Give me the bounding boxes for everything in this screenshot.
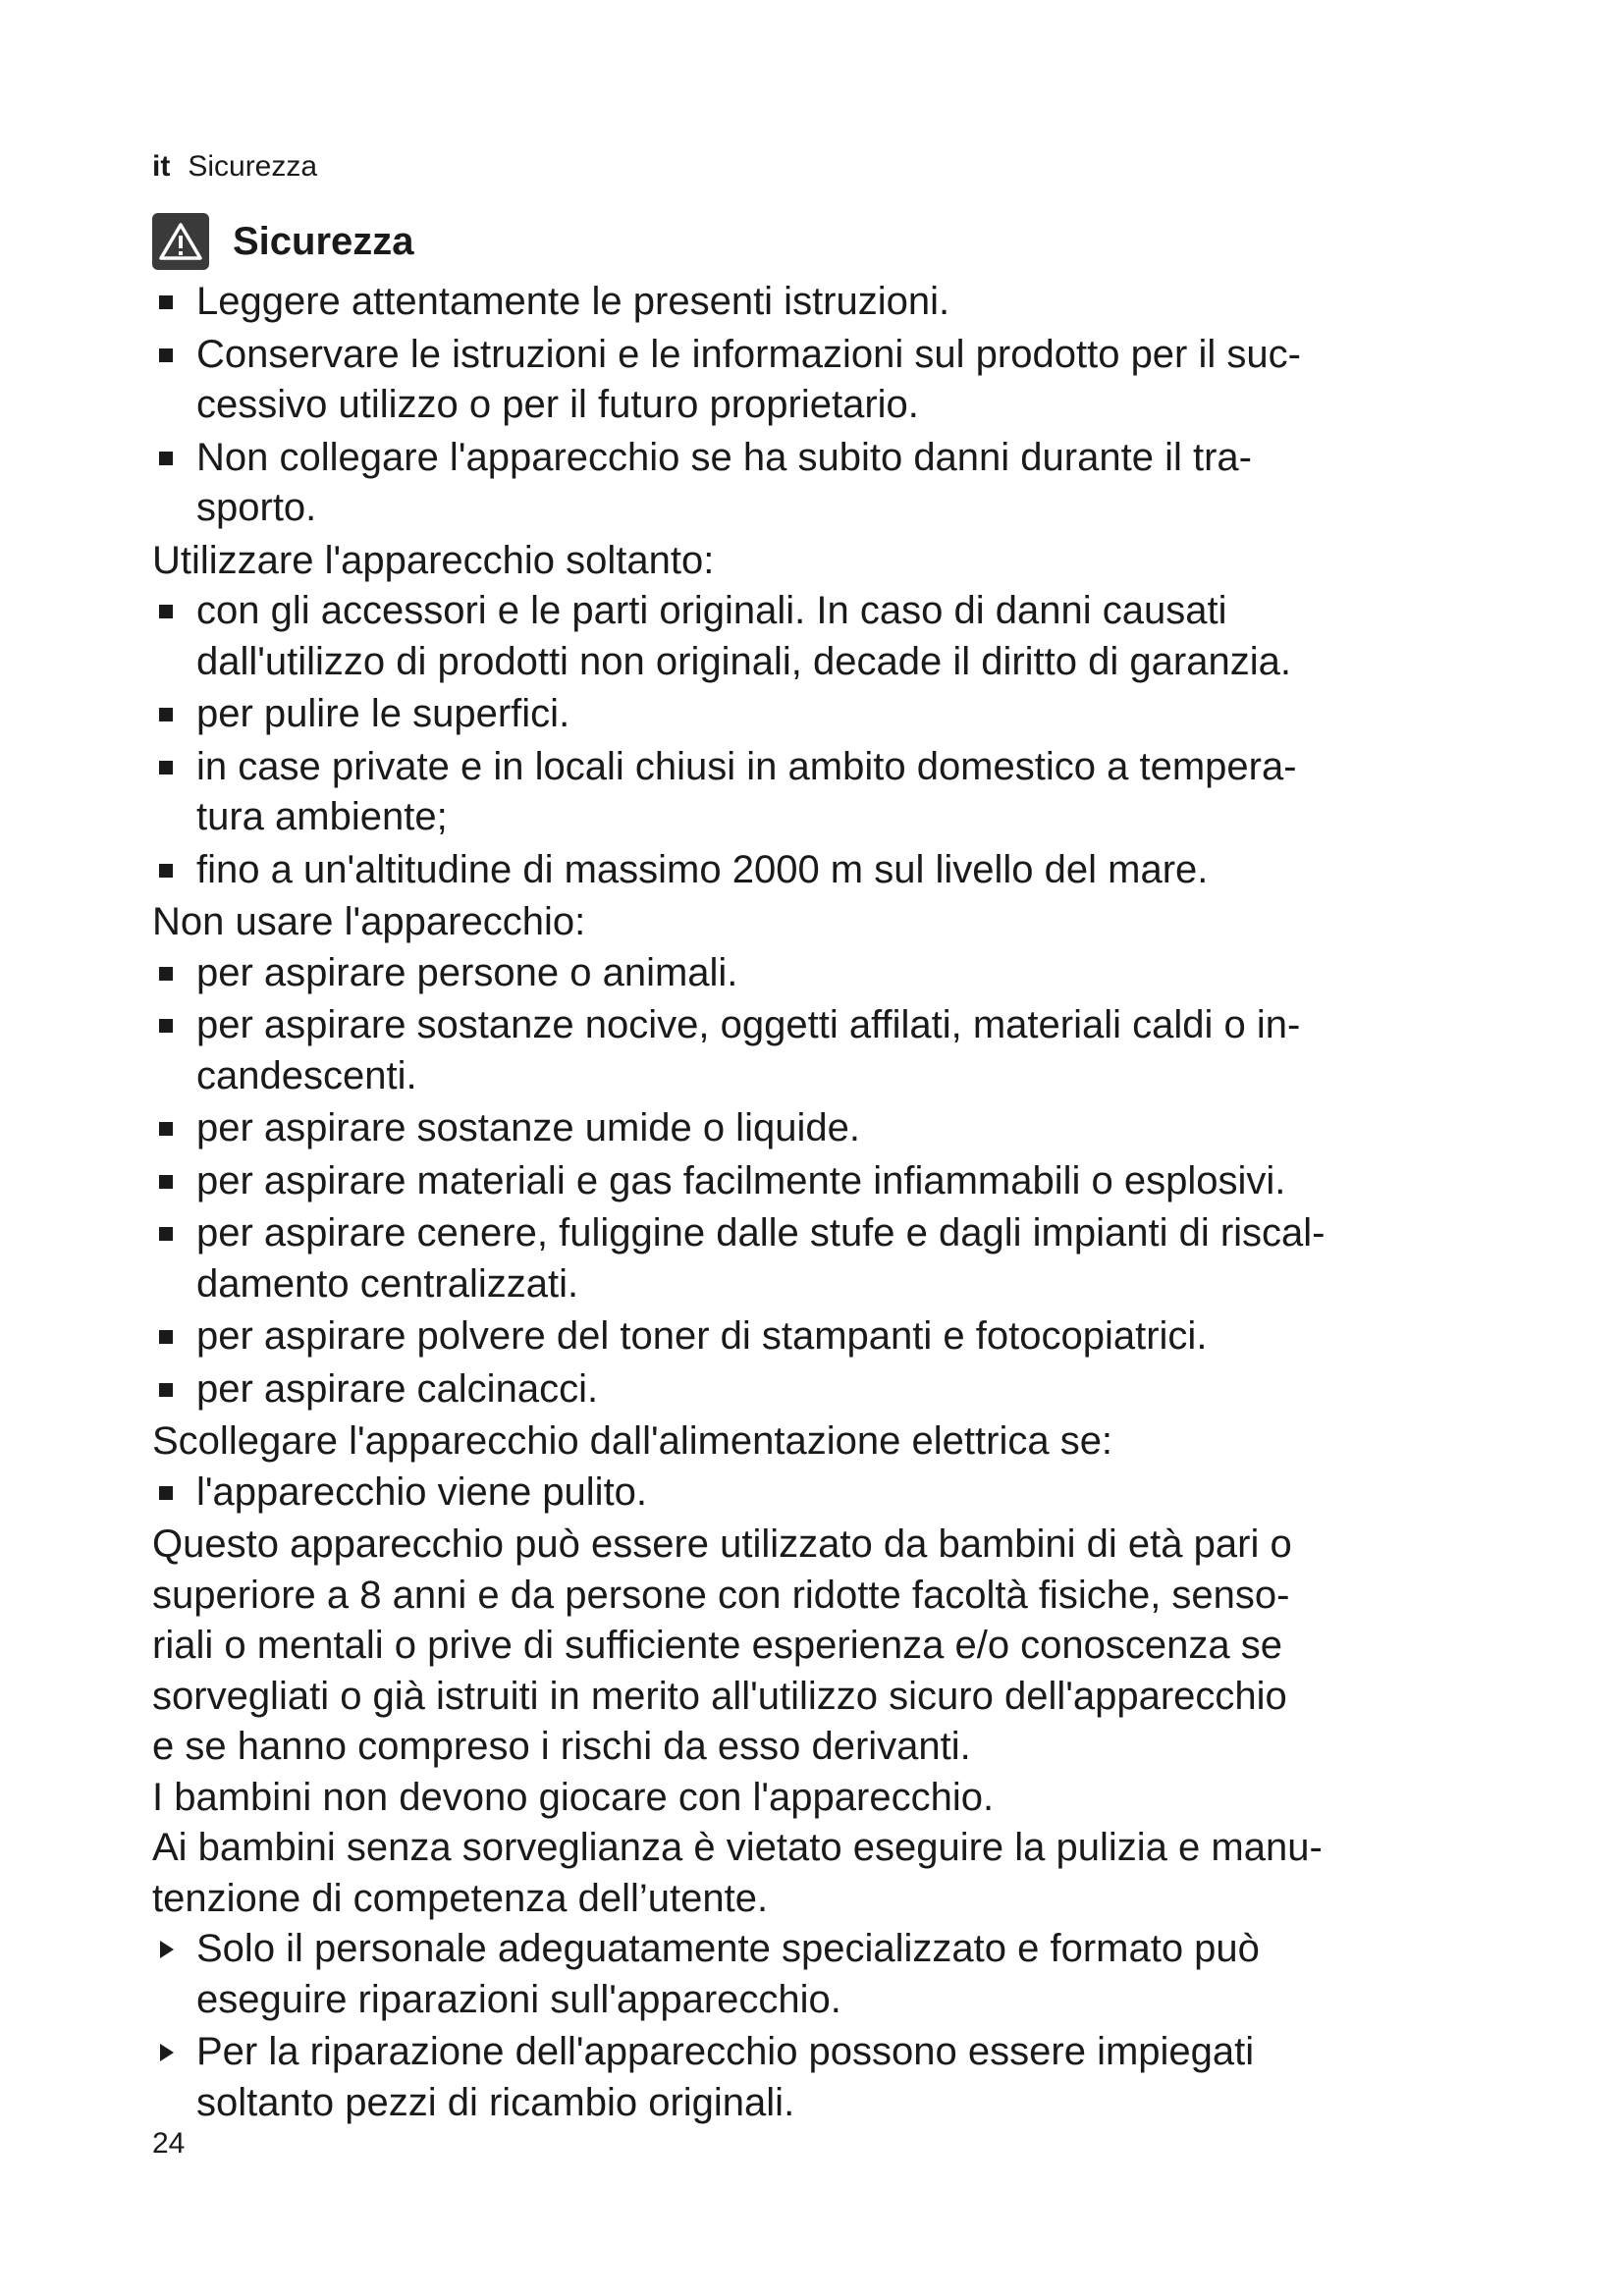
instruction-item (152, 2027, 1527, 2128)
list-item (152, 277, 1527, 328)
paragraph-children-cleaning: Ai bambini senza sorveglianza è vietato eseguire la pulizia e manu- tenzione di competenza dell’utente. (152, 1826, 1323, 1920)
list-item (152, 845, 1527, 896)
list-item-text: in case private e in locali chiusi in ambito domestico a tempera- tura ambiente; (196, 744, 1297, 838)
instruction-text: Per la riparazione dell'apparecchio possono essere impiegati soltanto pezzi di ricambio originali. (196, 2030, 1255, 2124)
list-item-text: per aspirare calcinacci. (196, 1366, 599, 1411)
list-item-text: con gli accessori e le parti originali. In caso di danni causati dall'utilizzo di prodotti non originali, decade il diritto di garanzia. (196, 589, 1291, 683)
list-item (152, 1103, 1527, 1154)
paragraph-do-not-use-intro: Non usare l'apparecchio: (152, 900, 586, 943)
square-bullet-icon (159, 761, 173, 774)
paragraph-children-play: I bambini non devono giocare con l'apparecchio. (152, 1775, 995, 1819)
list-item-text: per aspirare sostanze nocive, oggetti affilati, materiali caldi o in- candescenti. (196, 1003, 1301, 1097)
paragraph-unplug-intro: Scollegare l'apparecchio dall'alimentazione elettrica se: (152, 1419, 1113, 1463)
list-item (152, 1468, 1527, 1519)
square-bullet-icon (159, 295, 173, 309)
list-item (152, 1000, 1527, 1101)
warning-icon (152, 213, 209, 270)
instruction-item (152, 1924, 1527, 2025)
paragraph-children-usage: Questo apparecchio può essere utilizzato da bambini di età pari o superiore a 8 anni e da persone con ridotte facoltà fisiche, senso- riali o mentali o prive di sufficiente esperienza e/o conoscenza se sorvegliati o già istruiti in merito all'utilizzo sicuro dell'apparecchio e se hanno compreso i rischi da esso derivanti. (152, 1522, 1292, 1768)
instruction-text: Solo il personale adeguatamente specializzato e formato può eseguire riparazioni sull'apparecchio. (196, 1927, 1260, 2021)
square-bullet-icon (159, 1330, 173, 1344)
square-bullet-icon (159, 1122, 173, 1136)
section-heading (152, 211, 414, 272)
list-item (152, 948, 1527, 999)
list-item-text: Leggere attentamente le presenti istruzioni. (196, 280, 950, 323)
list-item-text: Non collegare l'apparecchio se ha subito danni durante il tra- sporto. (196, 435, 1252, 529)
square-bullet-icon (159, 708, 173, 721)
list-item-text: per aspirare persone o animali. (196, 950, 738, 994)
square-bullet-icon (159, 605, 173, 618)
list-item (152, 433, 1527, 534)
section-title: Sicurezza (233, 220, 414, 263)
square-bullet-icon (159, 1175, 173, 1189)
list-item (152, 1156, 1527, 1207)
list-item-text: per pulire le superfici. (196, 692, 570, 735)
page-number: 24 (152, 2127, 186, 2160)
list-item (152, 1311, 1527, 1362)
list-item-text: l'apparecchio viene pulito. (196, 1469, 648, 1514)
paragraph-usage-intro: Utilizzare l'apparecchio soltanto: (152, 538, 715, 582)
square-bullet-icon (159, 1019, 173, 1033)
triangle-bullet-icon (160, 2044, 174, 2061)
list-item (152, 330, 1527, 431)
list-item-text: per aspirare polvere del toner di stampanti e fotocopiatrici. (196, 1314, 1208, 1358)
list-item-text: fino a un'altitudine di massimo 2000 m sul livello del mare. (196, 847, 1209, 891)
list-item-text: Conservare le istruzioni e le informazioni sul prodotto per il suc- cessivo utilizzo o per il futuro proprietario. (196, 332, 1301, 426)
running-header (152, 149, 317, 185)
list-item-text: per aspirare cenere, fuliggine dalle stufe e dagli impianti di riscal- damento centralizzati. (196, 1211, 1326, 1306)
language-code: it (152, 150, 171, 183)
safety-content (152, 277, 1527, 2130)
list-item (152, 742, 1527, 843)
list-item-text: per aspirare materiali e gas facilmente infiammabili o esplosivi. (196, 1158, 1286, 1202)
list-item (152, 586, 1527, 687)
square-bullet-icon (159, 1486, 173, 1500)
square-bullet-icon (159, 864, 173, 878)
square-bullet-icon (159, 348, 173, 362)
square-bullet-icon (159, 967, 173, 981)
triangle-bullet-icon (160, 1941, 174, 1958)
square-bullet-icon (159, 452, 173, 465)
list-item (152, 1208, 1527, 1309)
square-bullet-icon (159, 1383, 173, 1397)
list-item (152, 1364, 1527, 1415)
running-header-section: Sicurezza (188, 150, 318, 183)
list-item-text: per aspirare sostanze umide o liquide. (196, 1106, 860, 1149)
square-bullet-icon (159, 1227, 173, 1241)
list-item (152, 689, 1527, 740)
